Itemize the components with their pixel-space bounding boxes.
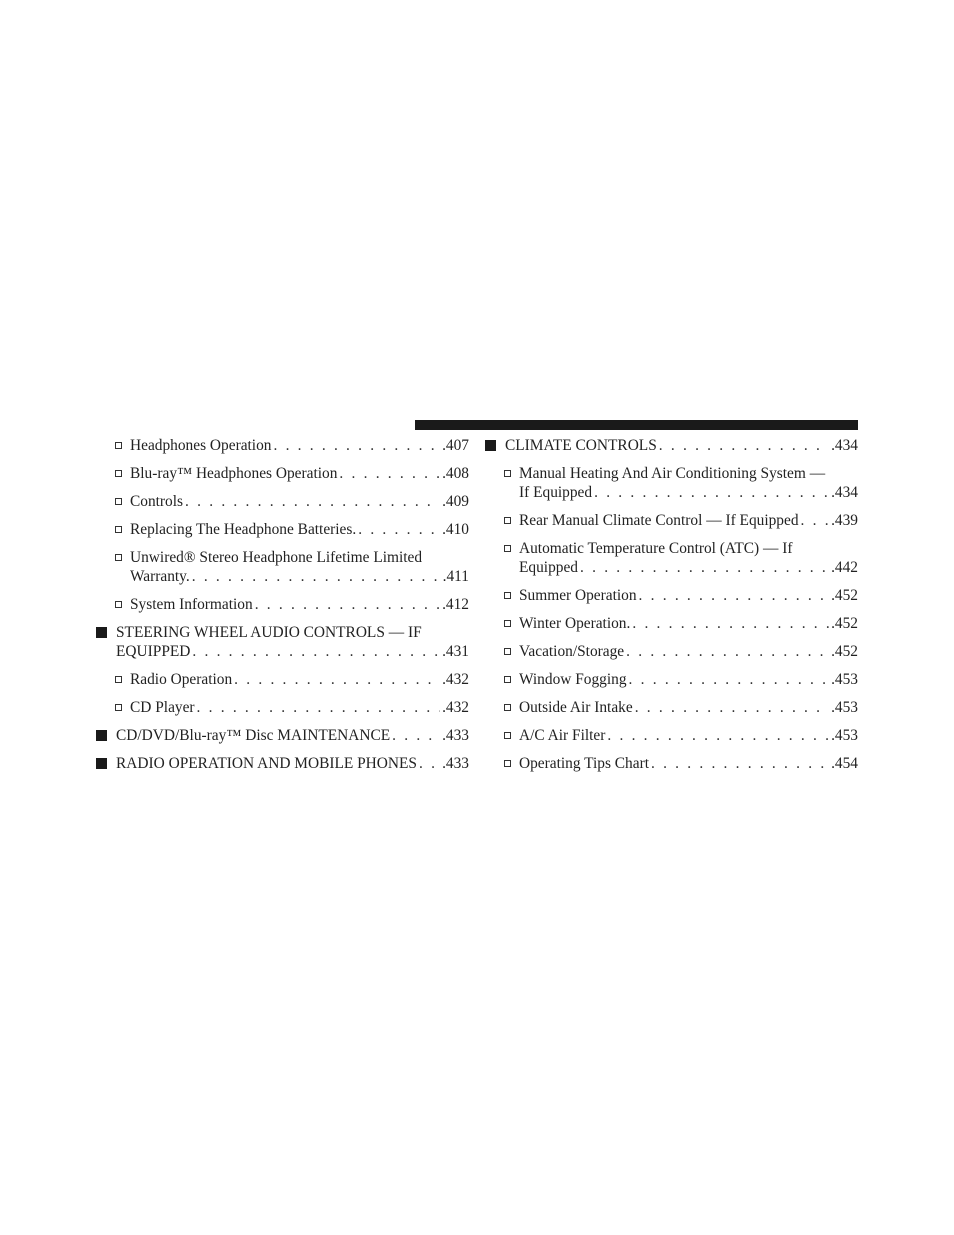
hollow-square-bullet-icon bbox=[115, 554, 122, 561]
dot-leader bbox=[273, 436, 440, 455]
toc-page-number: .452 bbox=[831, 643, 858, 660]
dot-leader bbox=[626, 642, 829, 661]
toc-entry-title: CD/DVD/Blu-ray™ Disc MAINTENANCE bbox=[116, 727, 391, 744]
toc-entry-title-line: STEERING WHEEL AUDIO CONTROLS — IF bbox=[116, 624, 422, 641]
toc-page-number: .412 bbox=[442, 596, 469, 613]
toc-subsection-entry[interactable] bbox=[485, 614, 858, 633]
toc-page-number: .408 bbox=[442, 465, 469, 482]
hollow-square-bullet-icon bbox=[504, 470, 511, 477]
hollow-square-bullet-icon bbox=[115, 704, 122, 711]
toc-entry-line bbox=[130, 436, 469, 455]
toc-page-number: .453 bbox=[831, 699, 858, 716]
hollow-square-bullet-icon bbox=[115, 601, 122, 608]
toc-page-number: .452 bbox=[831, 587, 858, 604]
toc-entry-line bbox=[116, 642, 469, 661]
dot-leader bbox=[185, 492, 440, 511]
toc-page-number: .453 bbox=[831, 727, 858, 744]
toc-page-number: .432 bbox=[442, 671, 469, 688]
dot-leader bbox=[419, 754, 440, 773]
hollow-square-bullet-icon bbox=[504, 648, 511, 655]
toc-page-number: .454 bbox=[831, 755, 858, 772]
toc-entry-line bbox=[519, 726, 858, 745]
toc-entry-line bbox=[519, 642, 858, 661]
toc-page-number: .442 bbox=[831, 559, 858, 576]
dot-leader bbox=[651, 754, 829, 773]
toc-entry-title: Radio Operation bbox=[130, 671, 233, 688]
dot-leader bbox=[392, 726, 440, 745]
hollow-square-bullet-icon bbox=[115, 498, 122, 505]
toc-subsection-entry[interactable] bbox=[485, 511, 858, 530]
toc-page-number: .409 bbox=[442, 493, 469, 510]
toc-entry-title-line: Manual Heating And Air Conditioning System — bbox=[519, 465, 826, 482]
toc-entry-line bbox=[130, 698, 469, 717]
toc-entry-title: Outside Air Intake bbox=[519, 699, 633, 716]
hollow-square-bullet-icon bbox=[115, 470, 122, 477]
toc-subsection-entry[interactable] bbox=[96, 548, 469, 586]
toc-entry-line bbox=[130, 595, 469, 614]
toc-section-entry[interactable] bbox=[485, 436, 858, 455]
toc-entry-line bbox=[130, 670, 469, 689]
toc-entry-line bbox=[519, 698, 858, 717]
dot-leader bbox=[192, 642, 440, 661]
dot-leader bbox=[639, 586, 830, 605]
toc-subsection-entry[interactable] bbox=[96, 670, 469, 689]
toc-page-number: .434 bbox=[831, 484, 858, 501]
toc-page-number: .431 bbox=[442, 643, 469, 660]
toc-entry-line bbox=[130, 520, 469, 539]
toc-entry-title: Rear Manual Climate Control — If Equipped bbox=[519, 512, 799, 529]
dot-leader bbox=[632, 614, 829, 633]
dot-leader bbox=[358, 520, 440, 539]
toc-entry-line bbox=[519, 670, 858, 689]
dot-leader bbox=[607, 726, 829, 745]
toc-entry-title: A/C Air Filter bbox=[519, 727, 606, 744]
toc-page-number: .433 bbox=[442, 727, 469, 744]
hollow-square-bullet-icon bbox=[504, 732, 511, 739]
toc-entry-line bbox=[519, 754, 858, 773]
toc-left-column bbox=[96, 436, 469, 782]
dot-leader bbox=[801, 511, 830, 530]
toc-entry-line bbox=[116, 726, 469, 745]
toc-entry-title: EQUIPPED bbox=[116, 643, 191, 660]
toc-subsection-entry[interactable] bbox=[96, 436, 469, 455]
toc-subsection-entry[interactable] bbox=[485, 754, 858, 773]
filled-square-bullet-icon bbox=[96, 627, 107, 638]
filled-square-bullet-icon bbox=[96, 730, 107, 741]
toc-entry-title: Winter Operation. bbox=[519, 615, 631, 632]
toc-page-number: .453 bbox=[831, 671, 858, 688]
toc-subsection-entry[interactable] bbox=[485, 642, 858, 661]
toc-page-number: .434 bbox=[831, 437, 858, 454]
dot-leader bbox=[635, 698, 829, 717]
dot-leader bbox=[339, 464, 440, 483]
toc-entry-title: Replacing The Headphone Batteries. bbox=[130, 521, 357, 538]
filled-square-bullet-icon bbox=[485, 440, 496, 451]
toc-page-number: .407 bbox=[442, 437, 469, 454]
toc-entry-line bbox=[116, 754, 469, 773]
toc-entry-line bbox=[519, 586, 858, 605]
toc-entry-line bbox=[130, 464, 469, 483]
hollow-square-bullet-icon bbox=[504, 592, 511, 599]
section-header-bar bbox=[415, 420, 858, 430]
toc-entry-title: Controls bbox=[130, 493, 184, 510]
dot-leader bbox=[580, 558, 829, 577]
hollow-square-bullet-icon bbox=[504, 545, 511, 552]
hollow-square-bullet-icon bbox=[115, 442, 122, 449]
toc-entry-title: Vacation/Storage bbox=[519, 643, 625, 660]
toc-entry-title: Operating Tips Chart bbox=[519, 755, 649, 772]
toc-subsection-entry[interactable] bbox=[96, 698, 469, 717]
toc-subsection-entry[interactable] bbox=[485, 464, 858, 502]
toc-entry-line bbox=[519, 483, 858, 502]
dot-leader bbox=[192, 567, 441, 586]
toc-entry-title: Warranty. bbox=[130, 568, 190, 585]
toc-page-number: .433 bbox=[442, 755, 469, 772]
hollow-square-bullet-icon bbox=[504, 704, 511, 711]
filled-square-bullet-icon bbox=[96, 758, 107, 769]
toc-entry-line bbox=[519, 614, 858, 633]
toc-subsection-entry[interactable] bbox=[485, 539, 858, 577]
toc-entry-title-line: Automatic Temperature Control (ATC) — If bbox=[519, 540, 793, 557]
hollow-square-bullet-icon bbox=[115, 676, 122, 683]
toc-page-number: .432 bbox=[442, 699, 469, 716]
toc-section-entry[interactable] bbox=[96, 754, 469, 773]
toc-entry-title: System Information bbox=[130, 596, 253, 613]
toc-subsection-entry[interactable] bbox=[485, 698, 858, 717]
dot-leader bbox=[629, 670, 830, 689]
toc-entry-title: If Equipped bbox=[519, 484, 593, 501]
toc-right-column bbox=[485, 436, 858, 782]
toc-entry-title-line: Unwired® Stereo Headphone Lifetime Limited bbox=[130, 549, 423, 566]
toc-subsection-entry[interactable] bbox=[485, 586, 858, 605]
toc-entry-title: Summer Operation bbox=[519, 587, 637, 604]
toc-page-number: .411 bbox=[442, 568, 469, 585]
toc-entry-line bbox=[130, 567, 469, 586]
toc-entry-title: Window Fogging bbox=[519, 671, 627, 688]
toc-entry-line bbox=[505, 436, 858, 455]
toc-entry-line bbox=[130, 492, 469, 511]
toc-subsection-entry[interactable] bbox=[96, 595, 469, 614]
toc-section-entry[interactable] bbox=[96, 726, 469, 745]
toc-entry-title: CD Player bbox=[130, 699, 195, 716]
toc-subsection-entry[interactable] bbox=[485, 670, 858, 689]
dot-leader bbox=[234, 670, 440, 689]
toc-subsection-entry[interactable] bbox=[485, 726, 858, 745]
hollow-square-bullet-icon bbox=[115, 526, 122, 533]
toc-entry-title: CLIMATE CONTROLS bbox=[505, 437, 657, 454]
hollow-square-bullet-icon bbox=[504, 760, 511, 767]
toc-entry-line bbox=[519, 558, 858, 577]
toc-entry-title: Blu-ray™ Headphones Operation bbox=[130, 465, 338, 482]
toc-entry-line bbox=[519, 511, 858, 530]
hollow-square-bullet-icon bbox=[504, 676, 511, 683]
dot-leader bbox=[197, 698, 441, 717]
toc-page-number: .452 bbox=[831, 615, 858, 632]
toc-entry-title: Headphones Operation bbox=[130, 437, 272, 454]
dot-leader bbox=[594, 483, 829, 502]
toc-section-entry[interactable] bbox=[96, 623, 469, 661]
hollow-square-bullet-icon bbox=[504, 517, 511, 524]
toc-subsection-entry[interactable] bbox=[96, 464, 469, 483]
toc-subsection-entry[interactable] bbox=[96, 492, 469, 511]
toc-subsection-entry[interactable] bbox=[96, 520, 469, 539]
toc-page-number: .410 bbox=[442, 521, 469, 538]
dot-leader bbox=[255, 595, 440, 614]
toc-entry-title: RADIO OPERATION AND MOBILE PHONES bbox=[116, 755, 417, 772]
toc-page-number: .439 bbox=[831, 512, 858, 529]
dot-leader bbox=[659, 436, 829, 455]
hollow-square-bullet-icon bbox=[504, 620, 511, 627]
toc-entry-title: Equipped bbox=[519, 559, 578, 576]
